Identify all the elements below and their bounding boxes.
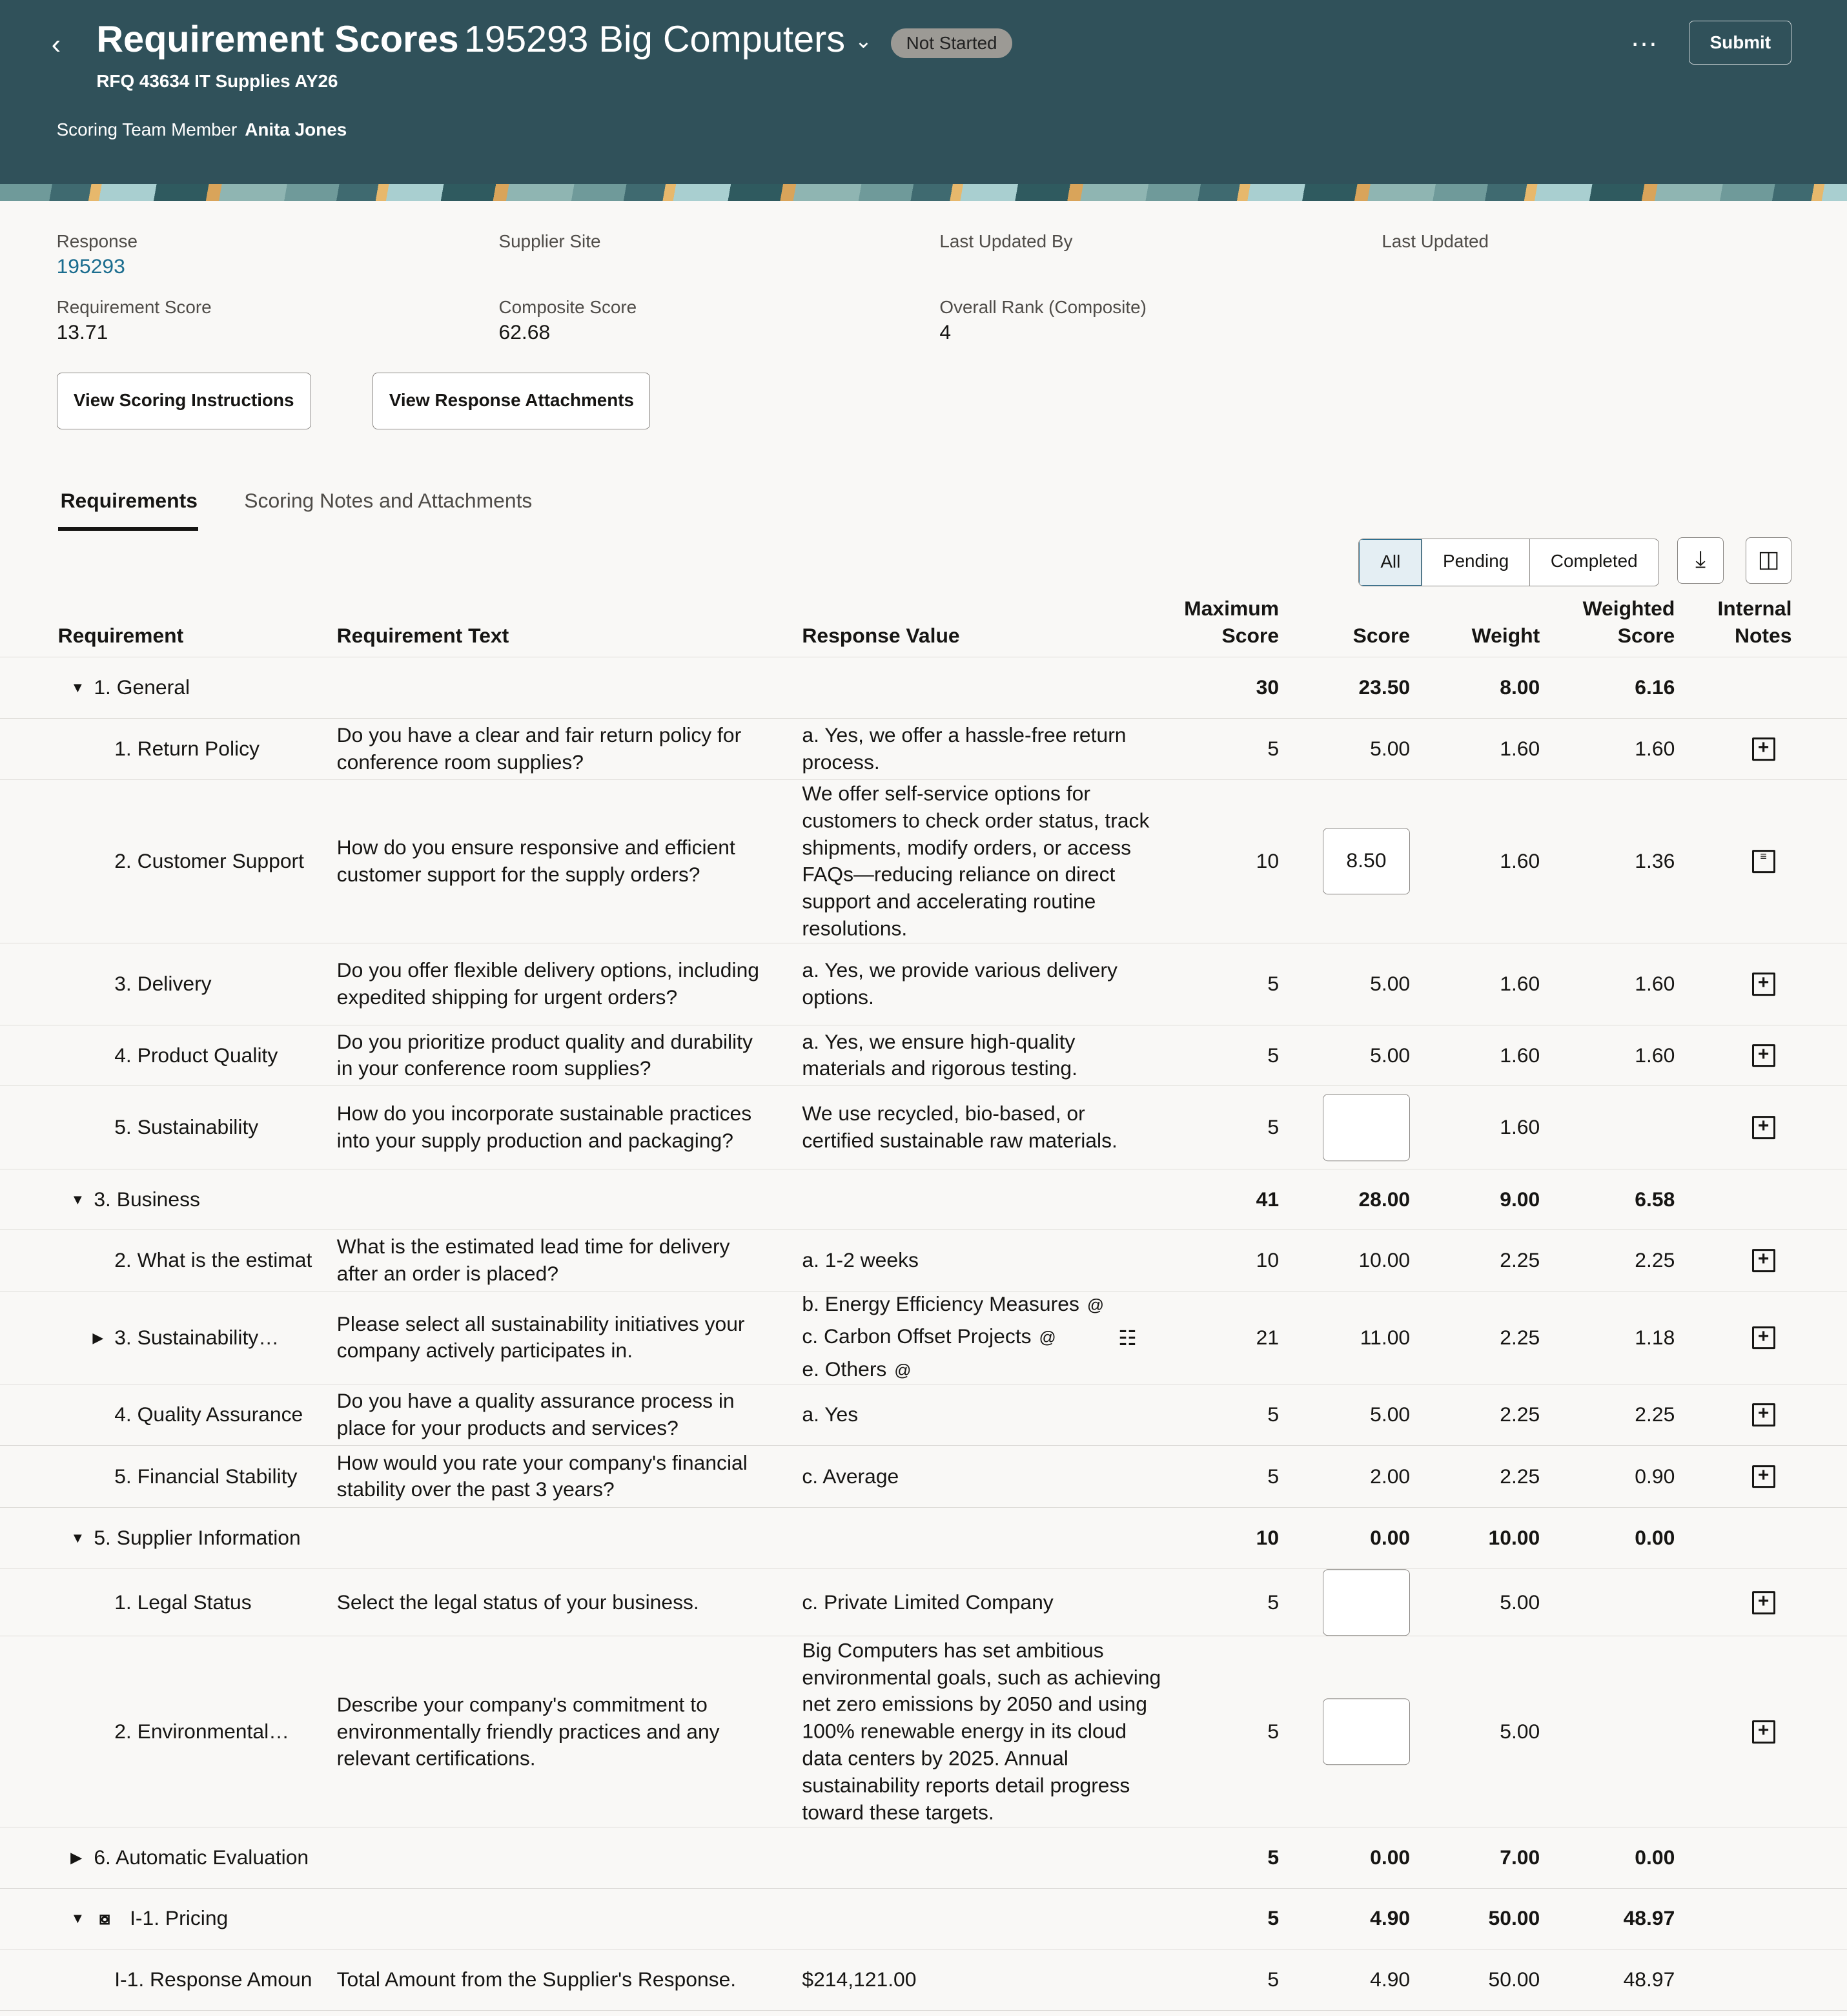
table-header bbox=[0, 594, 1847, 658]
pricing-icon: ⧇ bbox=[99, 1908, 111, 1929]
weighted-score: 6.58 bbox=[1635, 1187, 1675, 1211]
group-name: 5. Supplier Information bbox=[94, 1526, 301, 1550]
response-value bbox=[802, 957, 1161, 1011]
weight: 2.25 bbox=[1500, 1325, 1540, 1349]
group-name: 1. General bbox=[94, 675, 190, 699]
response-text: a. Yes, we ensure high-quality materials and rigorous testing. bbox=[802, 1029, 1077, 1080]
response-text: a. 1-2 weeks bbox=[802, 1248, 919, 1272]
columns-icon[interactable]: ◫ bbox=[1746, 537, 1792, 584]
filter-pending[interactable]: Pending bbox=[1422, 539, 1529, 586]
weight: 1.60 bbox=[1500, 736, 1540, 760]
attachment-icon[interactable]: @ bbox=[1087, 1296, 1105, 1315]
maximum-score: 5 bbox=[1267, 1043, 1280, 1067]
col-requirement-text[interactable]: Requirement Text bbox=[336, 623, 509, 647]
requirement-text: Do you have a quality assurance process in place for your products and services? bbox=[336, 1389, 735, 1439]
status-filter bbox=[1358, 539, 1658, 586]
response-value bbox=[802, 1637, 1161, 1826]
response-text: a. Yes, we provide various delivery options. bbox=[802, 958, 1117, 1009]
requirement-name: 3. Delivery bbox=[114, 972, 212, 996]
table-row bbox=[0, 1949, 1847, 2011]
requirement-text: How would you rate your company's financial stability over the past 3 years? bbox=[336, 1450, 748, 1501]
weighted-score: 1.60 bbox=[1635, 972, 1675, 996]
response-text: Big Computers has set ambitious environmental goals, such as achieving net zero emissions by 2050 and using 100% renewable energy in its cloud data centers by 2025. Annual sustainability reports detail progress toward these targets. bbox=[802, 1638, 1161, 1824]
score: 4.90 bbox=[1370, 1906, 1411, 1930]
group-row bbox=[0, 1889, 1847, 1950]
requirement-name: 3. Sustainability… bbox=[114, 1325, 280, 1349]
weighted-score: 0.00 bbox=[1635, 1845, 1675, 1869]
weight: 1.60 bbox=[1500, 849, 1540, 873]
response-value bbox=[802, 1288, 1161, 1386]
response-line bbox=[802, 1288, 1161, 1321]
response-line bbox=[802, 1100, 1161, 1155]
requirement-text: Total Amount from the Supplier's Response. bbox=[336, 1968, 737, 1991]
requirement-name: 2. Environmental… bbox=[114, 1719, 289, 1743]
collapse-icon[interactable]: ▼ bbox=[70, 679, 85, 696]
add-note-icon[interactable]: + bbox=[1752, 1591, 1775, 1614]
group-name: 6. Automatic Evaluation bbox=[94, 1845, 309, 1869]
add-note-icon[interactable]: + bbox=[1752, 1044, 1775, 1067]
download-icon[interactable]: ⤓ bbox=[1677, 537, 1724, 584]
add-note-icon[interactable]: + bbox=[1752, 1403, 1775, 1426]
weight: 9.00 bbox=[1500, 1187, 1540, 1211]
weight: 50.00 bbox=[1488, 1906, 1540, 1930]
table-row bbox=[0, 943, 1847, 1025]
composite-score-label: Composite Score bbox=[498, 296, 637, 317]
response-line bbox=[802, 1966, 1161, 1993]
maximum-score: 10 bbox=[1256, 849, 1280, 873]
weight: 2.25 bbox=[1500, 1464, 1540, 1488]
supplier-title: 195293 Big Computers bbox=[464, 18, 846, 60]
requirements-table bbox=[0, 594, 1847, 2011]
more-icon[interactable]: … bbox=[1629, 20, 1660, 52]
maximum-score: 41 bbox=[1256, 1187, 1280, 1211]
weighted-score: 1.36 bbox=[1635, 849, 1675, 873]
weight: 7.00 bbox=[1500, 1845, 1540, 1869]
col-internal-notes[interactable]: Internal Notes bbox=[1717, 596, 1792, 647]
requirement-text: What is the estimated lead time for delivery after an order is placed? bbox=[336, 1235, 730, 1286]
requirement-name: 4. Product Quality bbox=[114, 1043, 278, 1067]
requirement-name: I-1. Response Amoun bbox=[114, 1968, 312, 1991]
requirement-text: How do you incorporate sustainable practices into your supply production and packaging? bbox=[336, 1102, 752, 1153]
weighted-score: 48.97 bbox=[1623, 1906, 1675, 1930]
attachment-icon[interactable]: @ bbox=[894, 1361, 912, 1380]
score: 5.00 bbox=[1370, 1403, 1411, 1426]
add-note-icon[interactable]: + bbox=[1752, 1465, 1775, 1488]
table-row bbox=[0, 1230, 1847, 1291]
add-note-icon[interactable]: + bbox=[1752, 1326, 1775, 1350]
score-input[interactable]: 8.50 bbox=[1323, 828, 1410, 895]
maximum-score: 5 bbox=[1267, 1590, 1280, 1614]
maximum-score: 5 bbox=[1267, 972, 1280, 996]
response-label: Response bbox=[56, 231, 138, 252]
status-badge: Not Started bbox=[891, 28, 1013, 58]
collapse-icon[interactable]: ▼ bbox=[70, 1530, 85, 1547]
maximum-score: 10 bbox=[1256, 1248, 1280, 1272]
weight: 10.00 bbox=[1488, 1526, 1540, 1550]
response-text: $214,121.00 bbox=[802, 1968, 917, 1991]
add-note-icon[interactable]: + bbox=[1752, 1249, 1775, 1272]
response-value bbox=[802, 1401, 1161, 1428]
weighted-score: 48.97 bbox=[1623, 1968, 1675, 1991]
team-member-name: Anita Jones bbox=[245, 119, 347, 140]
requirement-text: Please select all sustainability initiatives your company actively participates in. bbox=[336, 1311, 745, 1363]
maximum-score: 30 bbox=[1256, 675, 1280, 699]
group-row bbox=[0, 1508, 1847, 1569]
response-link[interactable]: 195293 bbox=[56, 254, 125, 278]
weighted-score: 0.90 bbox=[1635, 1464, 1675, 1488]
weight: 5.00 bbox=[1500, 1590, 1540, 1614]
response-text: We offer self-service options for customers to check order status, track shipments, modify orders, or access FAQs—reducing reliance on direct support and accelerating routine resolutions. bbox=[802, 781, 1150, 940]
requirement-name: 1. Return Policy bbox=[114, 736, 260, 760]
response-line bbox=[802, 1354, 1161, 1387]
overall-rank-label: Overall Rank (Composite) bbox=[939, 296, 1147, 317]
response-line bbox=[802, 780, 1161, 942]
composite-score: 62.68 bbox=[498, 320, 551, 344]
tab-scoring-notes[interactable]: Scoring Notes and Attachments bbox=[244, 488, 533, 512]
group-row bbox=[0, 1169, 1847, 1231]
response-text: c. Average bbox=[802, 1464, 899, 1488]
response-text: c. Private Limited Company bbox=[802, 1590, 1054, 1614]
rfq-label: RFQ 43634 IT Supplies AY26 bbox=[96, 70, 338, 91]
weighted-score: 6.16 bbox=[1635, 675, 1675, 699]
response-line bbox=[802, 957, 1161, 1011]
weight: 50.00 bbox=[1488, 1968, 1540, 1991]
group-row bbox=[0, 657, 1847, 719]
score: 11.00 bbox=[1360, 1325, 1411, 1349]
maximum-score: 5 bbox=[1267, 1845, 1280, 1869]
response-text: a. Yes, we offer a hassle-free return process. bbox=[802, 723, 1127, 774]
weight: 5.00 bbox=[1500, 1719, 1540, 1743]
page-title: Requirement Scores bbox=[96, 18, 459, 60]
weighted-score: 1.60 bbox=[1635, 736, 1675, 760]
col-score[interactable]: Score bbox=[1352, 623, 1411, 647]
weighted-score: 1.18 bbox=[1635, 1325, 1675, 1349]
maximum-score: 5 bbox=[1267, 1464, 1280, 1488]
response-value bbox=[802, 1589, 1161, 1616]
add-note-icon[interactable]: + bbox=[1752, 1720, 1775, 1743]
maximum-score: 21 bbox=[1256, 1325, 1280, 1349]
group-name: I-1. Pricing bbox=[130, 1906, 229, 1930]
back-icon[interactable]: ‹ bbox=[51, 28, 61, 60]
last-updated-by-label: Last Updated By bbox=[939, 231, 1073, 252]
requirement-name: 4. Quality Assurance bbox=[114, 1403, 303, 1426]
maximum-score: 5 bbox=[1267, 736, 1280, 760]
response-value bbox=[802, 780, 1161, 942]
filter-all[interactable]: All bbox=[1359, 539, 1422, 586]
table-row bbox=[0, 1636, 1847, 1827]
expand-icon[interactable]: ▶ bbox=[70, 1849, 82, 1866]
response-text: a. Yes bbox=[802, 1403, 859, 1426]
requirement-name: 2. Customer Support bbox=[114, 849, 304, 873]
view-response-attachments-button[interactable]: View Response Attachments bbox=[372, 373, 650, 429]
maximum-score: 5 bbox=[1267, 1115, 1280, 1139]
view-scoring-instructions-button[interactable]: View Scoring Instructions bbox=[57, 373, 311, 429]
requirement-name: 1. Legal Status bbox=[114, 1590, 252, 1614]
col-response-value[interactable]: Response Value bbox=[802, 623, 960, 647]
response-line bbox=[802, 1321, 1161, 1354]
chevron-down-icon[interactable]: ⌄ bbox=[855, 28, 872, 52]
requirement-name: 2. What is the estimat bbox=[114, 1248, 312, 1272]
table-row bbox=[0, 1569, 1847, 1637]
table-row bbox=[0, 780, 1847, 944]
requirement-score-label: Requirement Score bbox=[56, 296, 212, 317]
weight: 2.25 bbox=[1500, 1248, 1540, 1272]
weight: 1.60 bbox=[1500, 1043, 1540, 1067]
scoring-team-member bbox=[57, 119, 347, 140]
maximum-score: 5 bbox=[1267, 1403, 1280, 1426]
decorative-banner bbox=[0, 184, 1847, 201]
response-value bbox=[802, 722, 1161, 776]
response-line bbox=[802, 1589, 1161, 1616]
requirement-text: Describe your company's commitment to environmentally friendly practices and any relevant certifications. bbox=[336, 1692, 720, 1770]
weight: 1.60 bbox=[1500, 1115, 1540, 1139]
col-weighted-score[interactable]: Weighted Score bbox=[1582, 596, 1675, 647]
group-name: 3. Business bbox=[94, 1187, 200, 1211]
add-note-icon[interactable]: + bbox=[1752, 1116, 1775, 1139]
score-input[interactable] bbox=[1323, 1698, 1410, 1765]
response-line bbox=[802, 1401, 1161, 1428]
requirement-name: 5. Sustainability bbox=[114, 1115, 259, 1139]
response-value bbox=[802, 1247, 1161, 1274]
table-row bbox=[0, 1446, 1847, 1508]
last-updated-label: Last Updated bbox=[1382, 231, 1489, 252]
score: 23.50 bbox=[1358, 675, 1411, 699]
add-note-icon[interactable]: + bbox=[1752, 737, 1775, 761]
score: 4.90 bbox=[1370, 1968, 1411, 1991]
maximum-score: 10 bbox=[1256, 1526, 1280, 1550]
score: 0.00 bbox=[1370, 1526, 1411, 1550]
tab-requirements[interactable]: Requirements bbox=[60, 488, 198, 512]
score: 28.00 bbox=[1358, 1187, 1411, 1211]
score: 5.00 bbox=[1370, 972, 1411, 996]
col-requirement[interactable]: Requirement bbox=[57, 623, 184, 647]
score: 0.00 bbox=[1370, 1845, 1411, 1869]
requirement-text: How do you ensure responsive and efficient customer support for the supply orders? bbox=[336, 836, 735, 886]
collapse-icon[interactable]: ▼ bbox=[70, 1191, 85, 1208]
score: 5.00 bbox=[1370, 736, 1411, 760]
weighted-score: 2.25 bbox=[1635, 1403, 1675, 1426]
table-row bbox=[0, 719, 1847, 780]
table-row bbox=[0, 1291, 1847, 1384]
group-row bbox=[0, 1827, 1847, 1889]
requirement-name: 5. Financial Stability bbox=[114, 1464, 298, 1488]
response-line bbox=[802, 1463, 1161, 1490]
response-line bbox=[802, 1637, 1161, 1826]
overall-rank: 4 bbox=[939, 320, 952, 344]
supplier-site-label: Supplier Site bbox=[498, 231, 601, 252]
weight: 2.25 bbox=[1500, 1403, 1540, 1426]
response-value bbox=[802, 1029, 1161, 1083]
maximum-score: 5 bbox=[1267, 1968, 1280, 1991]
page-header bbox=[0, 0, 1847, 184]
maximum-score: 5 bbox=[1267, 1719, 1280, 1743]
col-weight[interactable]: Weight bbox=[1471, 623, 1540, 647]
active-tab-indicator bbox=[58, 527, 198, 531]
collapse-icon[interactable]: ▼ bbox=[70, 1910, 85, 1927]
response-value bbox=[802, 1100, 1161, 1155]
weighted-score: 1.60 bbox=[1635, 1043, 1675, 1067]
col-maximum-score[interactable]: Maximum Score bbox=[1184, 596, 1280, 647]
submit-button[interactable]: Submit bbox=[1689, 21, 1791, 65]
score: 2.00 bbox=[1370, 1464, 1411, 1488]
response-value bbox=[802, 1966, 1161, 1993]
maximum-score: 5 bbox=[1267, 1906, 1280, 1930]
response-line bbox=[802, 1247, 1161, 1274]
add-note-icon[interactable]: + bbox=[1752, 972, 1775, 996]
weighted-score: 0.00 bbox=[1635, 1526, 1675, 1550]
response-value bbox=[802, 1463, 1161, 1490]
requirement-text: Do you prioritize product quality and durability in your conference room supplies? bbox=[336, 1029, 753, 1080]
requirement-text: Do you have a clear and fair return policy for conference room supplies? bbox=[336, 723, 742, 774]
response-text: c. Carbon Offset Projects bbox=[802, 1324, 1032, 1348]
attachment-icon[interactable]: @ bbox=[1039, 1329, 1056, 1348]
response-text: b. Energy Efficiency Measures bbox=[802, 1291, 1079, 1315]
table-row bbox=[0, 1025, 1847, 1087]
filter-completed[interactable]: Completed bbox=[1529, 539, 1658, 586]
requirement-score: 13.71 bbox=[56, 320, 108, 344]
response-line bbox=[802, 722, 1161, 776]
notes-icon[interactable]: ≡ bbox=[1752, 850, 1775, 873]
table-row bbox=[0, 1384, 1847, 1446]
score-input[interactable] bbox=[1323, 1569, 1410, 1636]
score: 10.00 bbox=[1358, 1248, 1411, 1272]
score: 5.00 bbox=[1370, 1043, 1411, 1067]
weighted-score: 2.25 bbox=[1635, 1248, 1675, 1272]
requirement-text: Do you offer flexible delivery options, including expedited shipping for urgent orders? bbox=[336, 958, 759, 1009]
weight: 1.60 bbox=[1500, 972, 1540, 996]
response-line bbox=[802, 1029, 1161, 1083]
expand-icon[interactable]: ▶ bbox=[92, 1329, 104, 1346]
score-input[interactable] bbox=[1323, 1094, 1410, 1161]
requirement-text: Select the legal status of your business. bbox=[336, 1590, 699, 1614]
team-label: Scoring Team Member bbox=[56, 119, 238, 140]
response-text: e. Others bbox=[802, 1357, 887, 1381]
table-row bbox=[0, 1086, 1847, 1169]
weight: 8.00 bbox=[1500, 675, 1540, 699]
response-text: We use recycled, bio-based, or certified sustainable raw materials. bbox=[802, 1102, 1117, 1153]
comment-icon[interactable]: ☷ bbox=[1118, 1326, 1137, 1350]
